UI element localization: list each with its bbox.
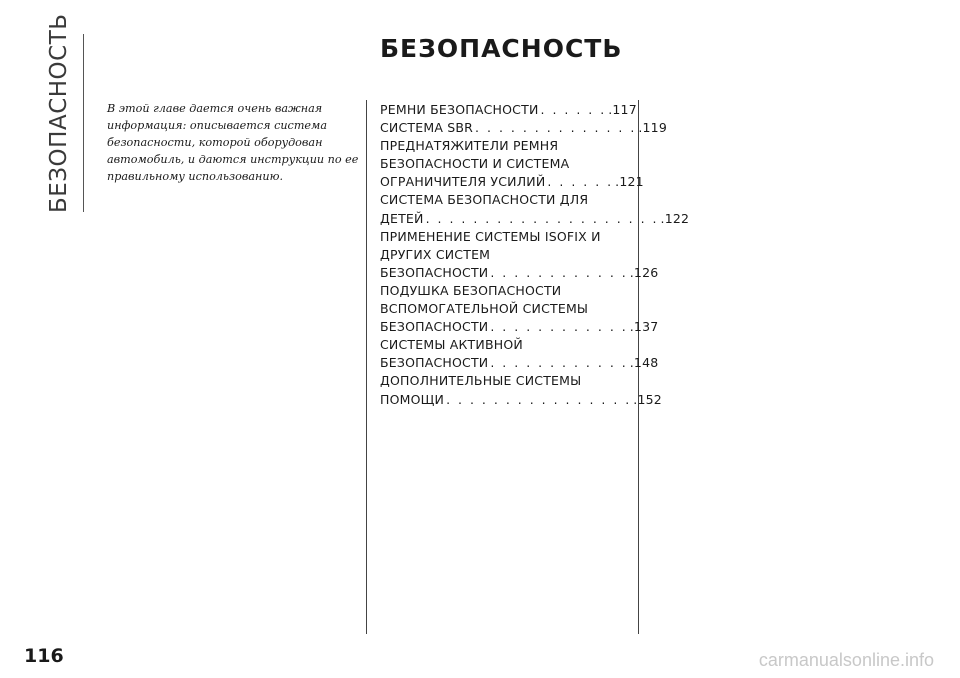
toc-page-number: .126	[629, 264, 659, 280]
toc-entry-line: БЕЗОПАСНОСТИ И СИСТЕМА	[380, 156, 570, 172]
toc-entry-label: БЕЗОПАСНОСТИ	[380, 264, 489, 280]
toc-entry[interactable]	[380, 372, 662, 408]
toc-entry-label: БЕЗОПАСНОСТИ	[380, 355, 489, 371]
toc-entry-line: СИСТЕМЫ АКТИВНОЙ	[380, 337, 523, 353]
toc-entry-line: ПРЕДНАТЯЖИТЕЛИ РЕМНЯ	[380, 138, 559, 154]
intro-line: автомобиль, и даются инструкции по ее	[107, 153, 359, 166]
toc-entry-last-line	[380, 119, 667, 137]
toc-entry-last-line	[380, 391, 662, 409]
toc-entry[interactable]	[380, 119, 667, 137]
sidebar-chapter-title-text: БЕЗОПАСНОСТЬ	[46, 13, 72, 213]
toc-entry[interactable]	[380, 336, 659, 372]
table-of-contents	[380, 101, 690, 409]
watermark: carmanualsonline.info	[758, 650, 934, 670]
toc-leader-dots: . . . . . . . . . . . . . .	[475, 120, 637, 136]
intro-line: В этой главе дается очень важная	[107, 102, 323, 115]
toc-entry-last-line	[380, 318, 659, 336]
column-divider-left	[366, 100, 367, 634]
toc-entry-label: ПОМОЩИ	[380, 391, 445, 407]
toc-entry-last-line	[380, 354, 659, 372]
toc-entry-line: ВСПОМОГАТЕЛЬНОЙ СИСТЕМЫ	[380, 301, 589, 317]
toc-entry-label: РЕМНИ БЕЗОПАСНОСТИ	[380, 102, 539, 117]
toc-entry-line: ДРУГИХ СИСТЕМ	[380, 246, 491, 262]
toc-page-number: .122	[660, 210, 690, 226]
toc-entry-label: ДЕТЕЙ	[380, 210, 424, 226]
toc-page-number: .117	[608, 102, 637, 117]
toc-leader-dots: . . . . . . . . . . . .	[490, 264, 628, 280]
toc-page-number: .148	[629, 355, 659, 371]
toc-leader-dots: . . . . . .	[547, 174, 614, 190]
toc-page-number: .152	[633, 391, 662, 407]
toc-page-number: .121	[615, 174, 644, 190]
intro-line: безопасности, которой оборудован	[107, 136, 323, 149]
intro-line: информация: описывается система	[107, 119, 327, 132]
toc-entry[interactable]	[380, 228, 659, 282]
toc-leader-dots: . . . . . . . . . . . .	[490, 319, 628, 335]
toc-entry-last-line	[380, 264, 659, 282]
toc-entry-last-line	[380, 210, 690, 228]
sidebar-rule	[83, 34, 84, 212]
toc-entry-line: ПРИМЕНЕНИЕ СИСТЕМЫ ISOFIX И	[380, 228, 601, 244]
toc-leader-dots: . . . . . .	[540, 102, 607, 117]
toc-entry-line: ДОПОЛНИТЕЛЬНЫЕ СИСТЕМЫ	[380, 373, 582, 389]
toc-entry-line: СИСТЕМА БЕЗОПАСНОСТИ ДЛЯ	[380, 192, 589, 208]
toc-entry[interactable]	[380, 101, 637, 119]
intro-line: правильному использованию.	[107, 170, 284, 183]
intro-paragraph	[107, 100, 359, 185]
toc-entry-label: СИСТЕМА SBR	[380, 120, 474, 136]
toc-entry-last-line	[380, 173, 644, 191]
toc-entry[interactable]	[380, 282, 659, 336]
toc-entry[interactable]	[380, 191, 690, 227]
page-number: 116	[24, 645, 64, 667]
toc-entry-line: ПОДУШКА БЕЗОПАСНОСТИ	[380, 282, 562, 298]
toc-leader-dots: . . . . . . . . . . . . . . . .	[446, 391, 632, 407]
toc-page-number: .119	[638, 120, 667, 136]
toc-entry-last-line	[380, 101, 637, 119]
toc-entry-label: ОГРАНИЧИТЕЛЯ УСИЛИЙ	[380, 174, 546, 190]
toc-leader-dots: . . . . . . . . . . . . . . . . . . . .	[425, 210, 659, 226]
page-title: БЕЗОПАСНОСТЬ	[380, 34, 623, 63]
toc-page-number: .137	[629, 319, 659, 335]
toc-entry-label: БЕЗОПАСНОСТИ	[380, 319, 489, 335]
toc-entry[interactable]	[380, 137, 644, 191]
toc-leader-dots: . . . . . . . . . . . .	[490, 355, 628, 371]
